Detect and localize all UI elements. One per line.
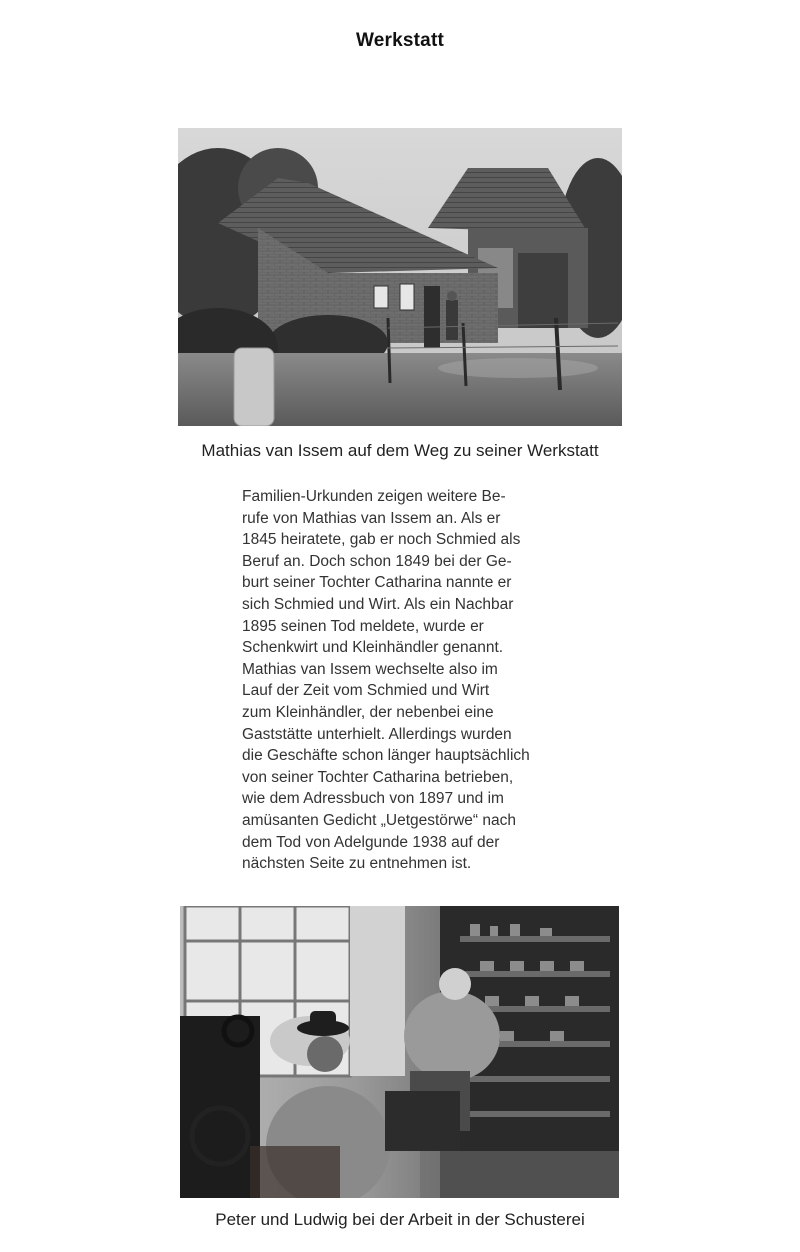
- body-line: Familien-Urkunden zeigen weitere Be-: [242, 488, 506, 505]
- body-line: von seiner Tochter Catharina betrieben,: [242, 768, 514, 786]
- body-line: burt seiner Tochter Catharina nannte er: [242, 574, 512, 592]
- body-line: Beruf an. Doch schon 1849 bei der Ge-: [242, 552, 512, 570]
- body-line: Schenkwirt und Kleinhändler genannt.: [242, 639, 504, 657]
- body-line: dem Tod von Adelgunde 1938 auf der: [242, 833, 500, 851]
- body-line: Lauf der Zeit vom Schmied und Wirt: [242, 682, 490, 700]
- body-line: 1845 heiratete, gab er noch Schmied als: [242, 531, 521, 549]
- body-line: wie dem Adressbuch von 1897 und im: [242, 790, 504, 808]
- body-line: sich Schmied und Wirt. Als ein Nachbar: [242, 595, 514, 613]
- body-line: Gaststätte unterhielt. Allerdings wurden: [242, 725, 512, 743]
- body-line: 1895 seinen Tod meldete, wurde er: [242, 617, 484, 635]
- body-text: [242, 486, 562, 875]
- shoemaker-photo: [180, 906, 619, 1198]
- workshop-photo: [178, 128, 622, 426]
- shoemaker-photo-caption: Peter und Ludwig bei der Arbeit in der Schusterei: [215, 1210, 585, 1229]
- body-line: die Geschäfte schon länger hauptsächlich: [242, 747, 530, 765]
- body-line: zum Kleinhändler, der nebenbei eine: [242, 703, 494, 721]
- body-line: nächsten Seite zu entnehmen ist.: [242, 855, 472, 873]
- body-line: Mathias van Issem wechselte also im: [242, 660, 498, 678]
- workshop-photo-caption: Mathias van Issem auf dem Weg zu seiner Werkstatt: [201, 441, 599, 460]
- body-line: rufe von Mathias van Issem an. Als er: [242, 509, 501, 527]
- page-title: Werkstatt: [355, 30, 445, 51]
- body-line: amüsanten Gedicht „Uetgestörwe“ nach: [242, 811, 516, 829]
